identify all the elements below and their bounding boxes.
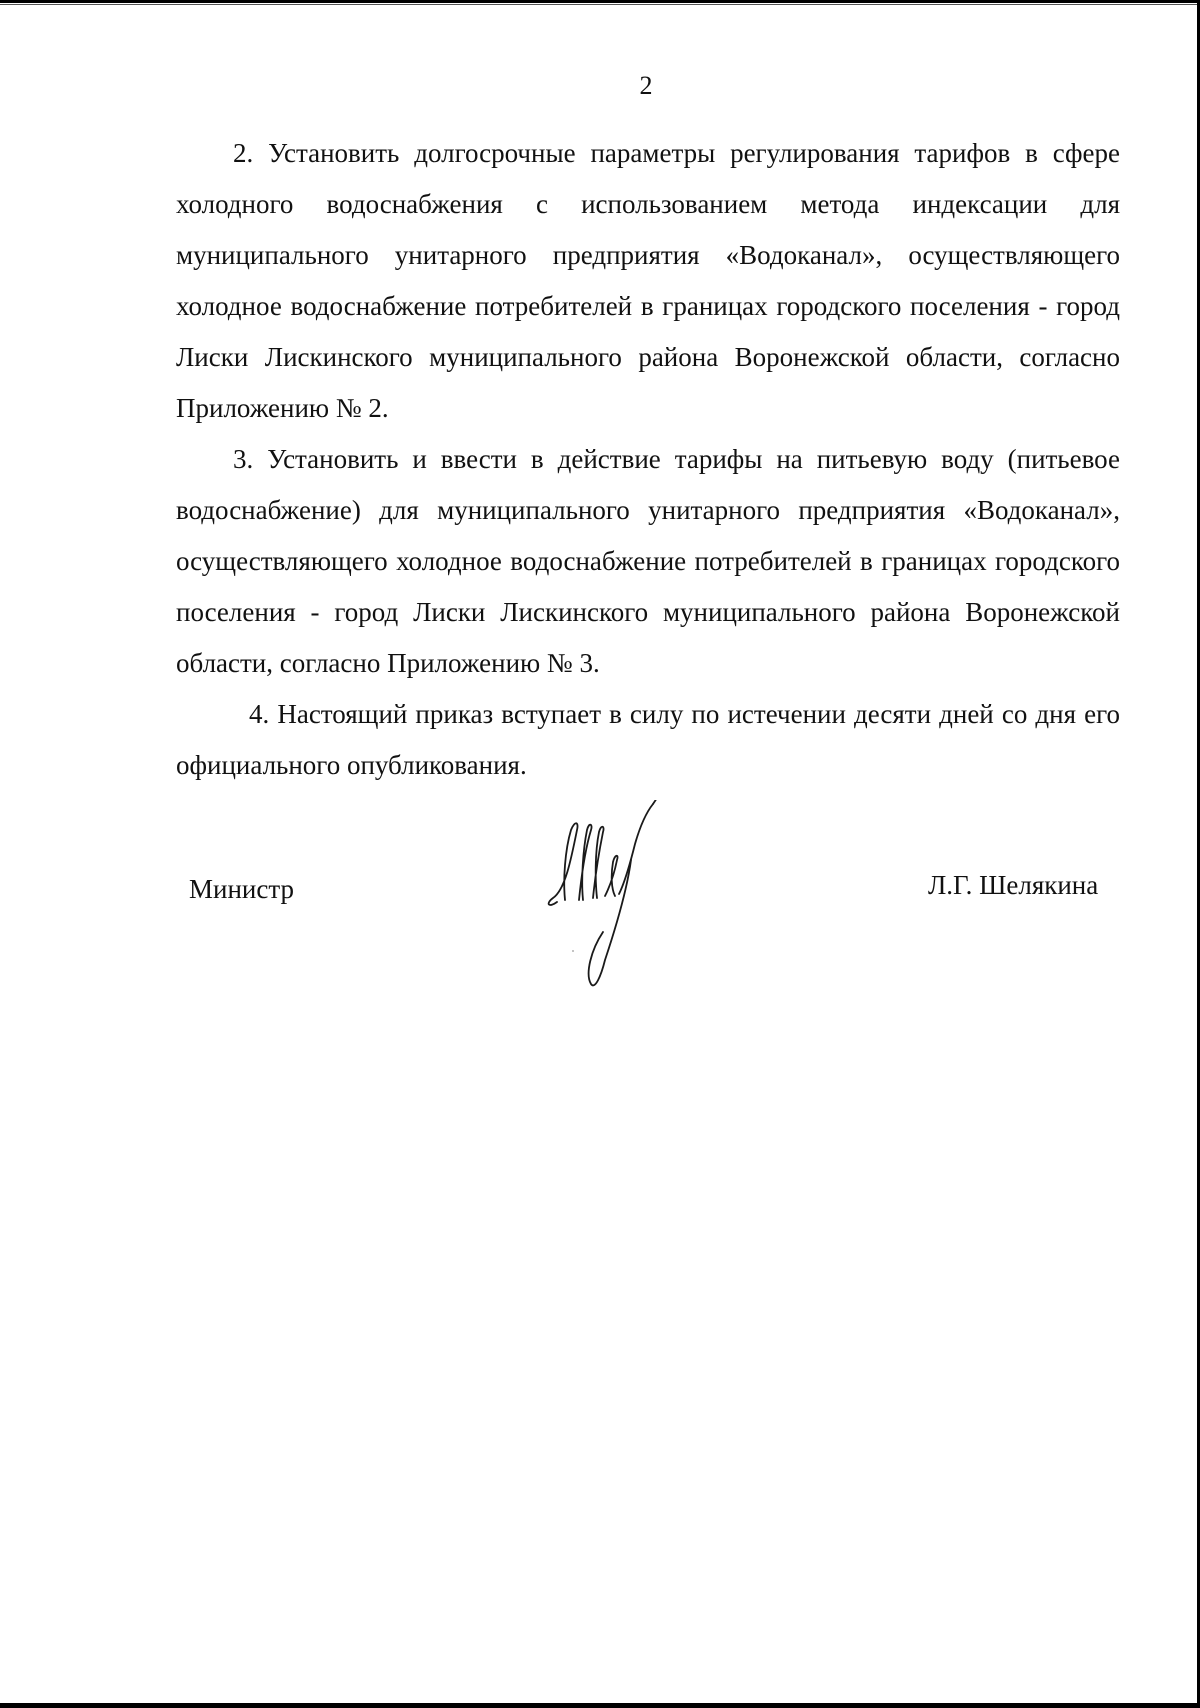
paragraph-3: 3. Установить и ввести в действие тарифы на питьевую воду (питьевое водоснабжение) для муниципального унитарного предприятия «Водоканал», осуществляющего холодное водоснабжение потребителей в границах городского поселения - город Лиски Лискинского муниципального района Воронежской области, согласно Приложению № 3. <box>176 444 1120 678</box>
page-number: 2 <box>639 71 653 100</box>
scan-edge-bottom <box>0 1703 1200 1708</box>
scan-edge-top <box>0 0 1200 3</box>
handwritten-signature <box>535 800 685 990</box>
signatory-title: Министр <box>189 874 294 904</box>
paragraph-4: 4. Настоящий приказ вступает в силу по истечении десяти дней со дня его официального опубликования. <box>176 699 1120 780</box>
signatory-name: Л.Г. Шелякина <box>928 870 1099 900</box>
document-body <box>176 128 1120 791</box>
paragraph-2: 2. Установить долгосрочные параметры регулирования тарифов в сфере холодного водоснабжения с использованием метода индексации для муниципального унитарного предприятия «Водоканал», осуществляющего холодное водоснабжение потребителей в границах городского поселения - город Лиски Лискинского муниципального района Воронежской области, согласно Приложению № 2. <box>176 138 1120 423</box>
scan-edge-line <box>0 4 1200 5</box>
